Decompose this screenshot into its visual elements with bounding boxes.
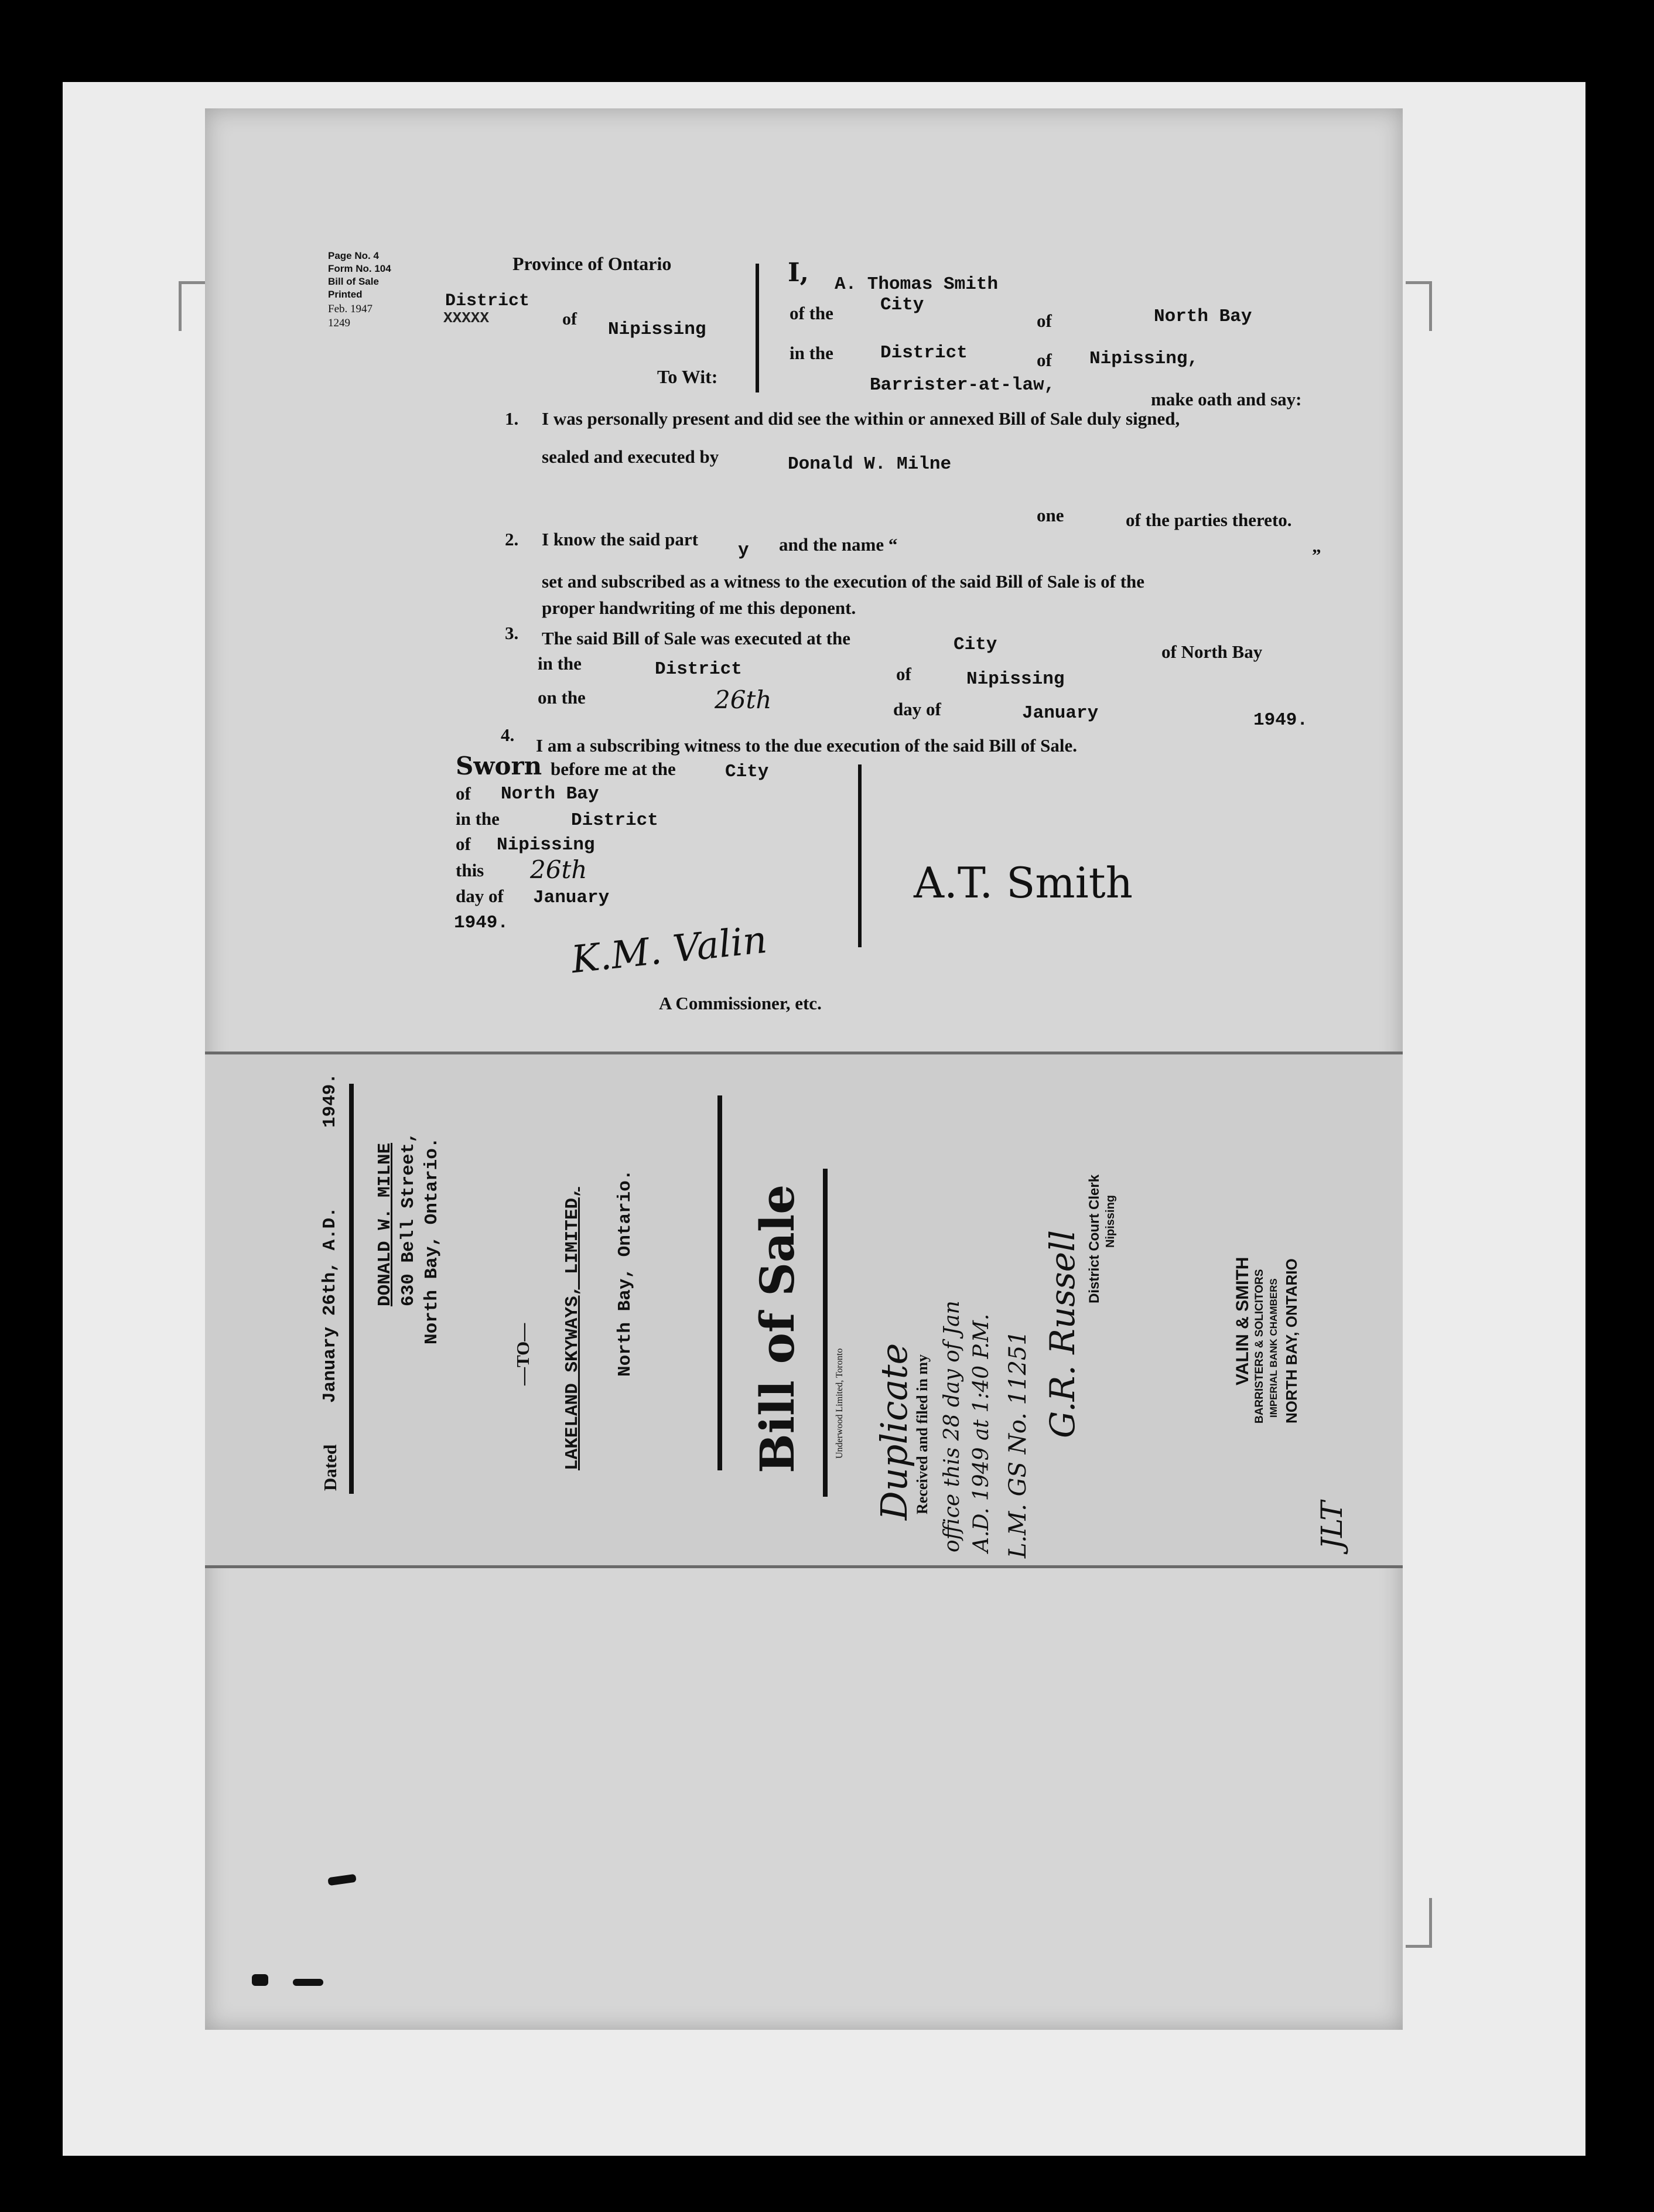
form-info-line: Printed: [328, 289, 363, 300]
paragraph-number: 3.: [505, 623, 519, 643]
jurat-city-type: City: [725, 762, 769, 782]
firm-line: IMPERIAL BANK CHAMBERS: [1268, 1278, 1279, 1418]
rule-line: [349, 1084, 354, 1494]
clerk-signature: G.R. Russell: [1043, 1230, 1082, 1438]
jurat-year: 1949.: [454, 913, 509, 933]
district-type: District: [880, 343, 968, 363]
handwritten-day: 26th: [530, 855, 587, 884]
firm-line: NORTH BAY, ONTARIO: [1283, 1258, 1300, 1424]
form-info-line: Page No. 4: [328, 250, 379, 261]
filing-stamp-text: L.M. GS No. 11251: [1004, 1330, 1031, 1558]
jurat-text: day of: [456, 886, 504, 906]
paragraph-text: I am a subscribing witness to the due execution of the said Bill of Sale.: [536, 735, 1078, 756]
struck-word: XXXXX: [443, 309, 490, 327]
handwritten-day: 26th: [715, 685, 772, 714]
paragraph-number: 1.: [505, 408, 519, 429]
scan-corner-mark: [1406, 281, 1432, 331]
jurat-text: of: [456, 834, 471, 854]
paragraph-text: I know the said part: [542, 529, 698, 549]
paragraph-text: of: [896, 664, 911, 684]
paragraph-text: The said Bill of Sale was executed at the: [542, 628, 850, 648]
paragraph-number: 4.: [501, 725, 515, 745]
jurat-district-type: District: [571, 810, 658, 831]
document-title: Bill of Sale: [750, 1184, 805, 1473]
ink-mark: [252, 1974, 268, 1986]
of-label: of: [1037, 310, 1052, 331]
jurat-text: before me at the: [551, 759, 676, 779]
paragraph-text: in the: [538, 653, 582, 674]
jurat-district-name: Nipissing: [497, 835, 595, 855]
one-label: one: [1037, 505, 1064, 525]
executed-district-type: District: [655, 659, 742, 680]
filing-stamp-handwritten: Duplicate: [873, 1343, 915, 1520]
form-info-line: Feb. 1947: [328, 303, 373, 315]
firm-line: BARRISTERS & SOLICITORS: [1253, 1269, 1266, 1424]
paragraph-text: sealed and executed by: [542, 446, 719, 467]
fold-line: [205, 1052, 1403, 1054]
of-the-label: of the: [790, 303, 833, 323]
form-info-line: Bill of Sale: [328, 276, 379, 287]
commissioner-signature: K.M. Valin: [569, 918, 769, 982]
ink-mark: [293, 1979, 323, 1986]
scan-corner-mark: [1406, 1898, 1432, 1948]
clerk-district: Nipissing: [1104, 1194, 1117, 1248]
initials-handwritten: JLT: [1315, 1501, 1349, 1549]
party-2-address: North Bay, Ontario.: [615, 1169, 635, 1377]
sworn-label: Sworn: [456, 752, 542, 780]
rule-line: [717, 1095, 722, 1470]
make-oath-label: make oath and say:: [1151, 389, 1302, 409]
filing-stamp-text: A.D. 1949 at 1:40 P.M.: [969, 1313, 993, 1552]
province-label: Province of Ontario: [512, 253, 672, 274]
in-the-label: in the: [790, 343, 833, 363]
jurat-city-name: North Bay: [501, 784, 599, 804]
place-type: City: [880, 295, 924, 315]
clerk-title: District Court Clerk: [1086, 1174, 1102, 1303]
commissioner-label: A Commissioner, etc.: [659, 993, 822, 1013]
paragraph-text: on the: [538, 687, 586, 708]
rule-line: [823, 1169, 828, 1497]
district-name: Nipissing: [608, 319, 706, 340]
executed-place-name: of North Bay: [1161, 641, 1263, 662]
to-label: —TO—: [512, 1323, 533, 1385]
jurat-month: January: [533, 887, 610, 908]
paragraph-text: ”: [1312, 545, 1321, 565]
paragraph-text: proper handwriting of me this deponent.: [542, 598, 856, 618]
paragraph-text: of the parties thereto.: [1126, 510, 1292, 530]
to-wit-label: To Wit:: [657, 366, 718, 387]
party-2-name: LAKELAND SKYWAYS, LIMITED,: [562, 1187, 583, 1470]
paragraph-text: I was personally present and did see the within or annexed Bill of Sale duly signed,: [542, 408, 1180, 429]
executed-district-name: Nipissing: [966, 669, 1065, 689]
paragraph-text: day of: [893, 699, 941, 719]
party-1-address: 630 Bell Street,: [398, 1132, 419, 1306]
jurat-brace-line: [858, 764, 862, 947]
deponent-signature: A.T. Smith: [914, 858, 1133, 907]
party-1-name: DONALD W. MILNE: [375, 1142, 395, 1306]
dated-label: Dated: [320, 1444, 340, 1491]
district-name: Nipissing,: [1089, 349, 1199, 369]
party-1-address: North Bay, Ontario.: [422, 1137, 442, 1344]
executed-month: January: [1022, 703, 1099, 723]
firm-name: VALIN & SMITH: [1233, 1257, 1252, 1385]
deponent-name: A. Thomas Smith: [835, 274, 999, 295]
filing-stamp-text: office this 28 day of Jan: [940, 1300, 964, 1552]
of-label: of: [1037, 350, 1052, 370]
place-name: North Bay: [1154, 306, 1252, 327]
scan-corner-mark: [179, 281, 205, 331]
paragraph-text: and the name “: [779, 534, 898, 555]
filing-stamp-text: Received and filed in my: [914, 1354, 931, 1514]
form-info-line: 1249: [328, 317, 350, 329]
fold-line: [205, 1565, 1403, 1568]
printer-name: Underwood Limited, Toronto: [835, 1348, 845, 1459]
dated-value: January 26th, A.D.: [320, 1207, 340, 1403]
dated-year: 1949.: [320, 1073, 340, 1128]
jurat-text: in the: [456, 808, 500, 829]
occupation: Barrister-at-law,: [870, 375, 1055, 395]
district-word: District: [445, 291, 530, 311]
i-letter: I,: [788, 258, 809, 288]
paragraph-text: set and subscribed as a witness to the execution of the said Bill of Sale is of the: [542, 571, 1145, 592]
executed-place-type: City: [954, 634, 997, 655]
executed-year: 1949.: [1253, 710, 1308, 730]
party-suffix: y: [738, 540, 749, 561]
form-info-line: Form No. 104: [328, 263, 391, 274]
brace-line: [756, 264, 759, 392]
jurat-text: of: [456, 783, 471, 804]
executor-name: Donald W. Milne: [788, 454, 952, 475]
jurat-text: this: [456, 860, 484, 880]
of-word: of: [562, 309, 577, 329]
paragraph-number: 2.: [505, 529, 519, 549]
